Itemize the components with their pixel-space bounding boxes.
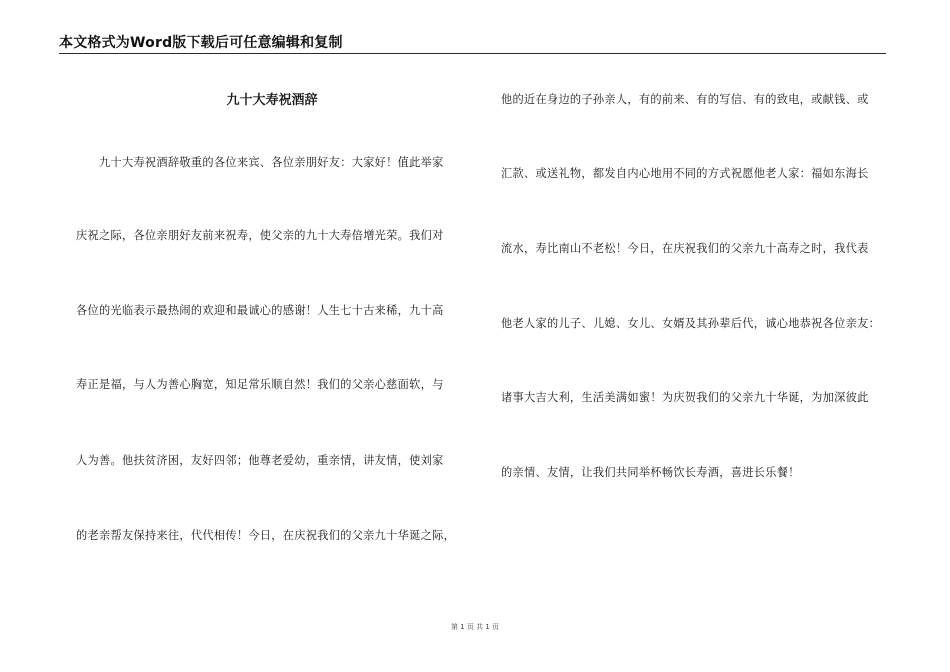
page-number: 第 1 页 共 1 页 <box>450 623 500 631</box>
body-line: 的亲情、友情，让我们共同举杯畅饮长寿酒，喜进长乐餐！ <box>501 466 800 479</box>
body-line: 他老人家的儿子、儿媳、女儿、女婿及其孙辈后代，诚心地恭祝各位亲友： <box>501 317 881 330</box>
body-line: 各位的光临表示最热闹的欢迎和最诚心的感谢！人生七十古来稀，九十高 <box>76 304 444 317</box>
body-line: 庆祝之际，各位亲朋好友前来祝寿，使父亲的九十大寿倍增光荣。我们对 <box>76 229 444 242</box>
body-line: 诸事大吉大利，生活美满如蜜！为庆贺我们的父亲九十华诞，为加深彼此 <box>501 391 869 404</box>
body-line: 九十大寿祝酒辞敬重的各位来宾、各位亲朋好友：大家好！值此举家 <box>76 156 444 169</box>
header-title: 本文格式为Word版下载后可任意编辑和复制 <box>59 35 343 51</box>
document-title: 九十大寿祝酒辞 <box>226 93 318 108</box>
body-line: 寿正是福，与人为善心胸宽，知足常乐顺自然！我们的父亲心慈面软，与 <box>76 378 444 391</box>
header-divider <box>59 53 886 54</box>
body-line: 流水，寿比南山不老松！今日，在庆祝我们的父亲九十高寿之时，我代表 <box>501 242 869 255</box>
body-line: 人为善。他扶贫济困，友好四邻；他尊老爱幼，重亲情，讲友情，使刘家 <box>76 454 444 467</box>
body-line: 他的近在身边的子孙亲人，有的前来、有的写信、有的致电，或献钱、或 <box>501 93 869 106</box>
body-line: 的老亲帮友保持来往，代代相传！今日，在庆祝我们的父亲九十华诞之际， <box>76 529 456 542</box>
body-line: 汇款、或送礼物，都发自内心地用不同的方式祝愿他老人家：福如东海长 <box>501 167 869 180</box>
